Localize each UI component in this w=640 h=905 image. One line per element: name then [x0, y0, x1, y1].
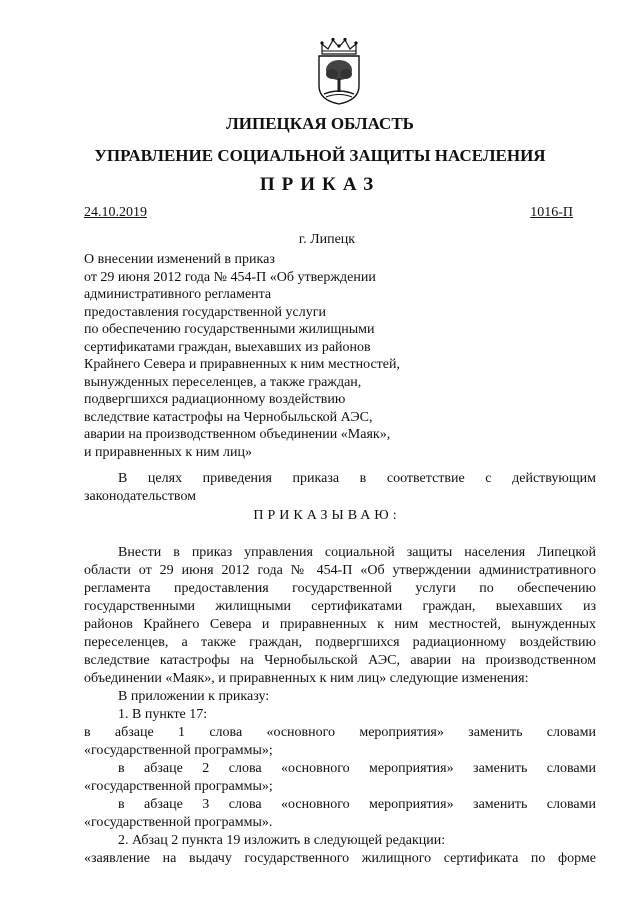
order-word: ПРИКАЗЫВАЮ: [253, 508, 401, 523]
subject-line: административного регламента [84, 287, 272, 302]
body-line: объединении «Маяк», и приравненных к ним лиц» следующие изменения: [84, 671, 529, 686]
document-number: 1016-П [530, 205, 573, 220]
body-line: в абзаце 2 слова «основного мероприятия» заменить словами [118, 761, 596, 776]
subject-line: Крайнего Севера и приравненных к ним местностей, [84, 357, 400, 372]
region-title: ЛИПЕЦКАЯ ОБЛАСТЬ [226, 114, 414, 133]
subject-line: предоставления государственной услуги [84, 304, 326, 320]
department-title: УПРАВЛЕНИЕ СОЦИАЛЬНОЙ ЗАЩИТЫ НАСЕЛЕНИЯ [94, 146, 546, 165]
body-line: «государственной программы»; [84, 743, 273, 758]
preamble-line: законодательством [84, 489, 197, 504]
body-line: регламента предоставления государственной услуги по обеспечению [84, 581, 596, 596]
body-line: «государственной программы»; [84, 779, 273, 794]
body-line: «государственной программы». [84, 815, 273, 830]
subject-line: аварии на производственном объединении «Маяк», [84, 427, 391, 442]
document-city: г. Липецк [298, 232, 356, 247]
body-line: переселенцев, а также граждан, подвергшихся радиационному воздействию [84, 635, 596, 650]
document-date: 24.10.2019 [84, 205, 147, 220]
subject-line: подвергшихся радиационному воздействию [84, 392, 346, 407]
subject-line: по обеспечению государственными жилищными [84, 322, 375, 337]
subject-line: вследствие катастрофы на Чернобыльской АЭС, [84, 409, 373, 425]
subject-line: О внесении изменений в приказ [84, 252, 275, 267]
document-subject [84, 251, 400, 461]
subject-line: и приравненных к ним лиц» [84, 444, 253, 460]
body-line: области от 29 июня 2012 года № 454-П «Об утверждении административного [84, 563, 596, 578]
preamble-line: В целях приведения приказа в соответствие с действующим [118, 471, 596, 486]
body-line: вследствие катастрофы на Чернобыльской АЭС, аварии на производственном [84, 653, 596, 668]
document-type-title: ПРИКАЗ [259, 174, 381, 195]
subject-line: сертификатами граждан, выехавших из районов [84, 339, 371, 355]
subject-line: от 29 июня 2012 года № 454-П «Об утверждении [84, 269, 376, 285]
body-line: районов Крайнего Севера и приравненных к ним местностей, вынужденных [84, 617, 596, 632]
body-line: в абзаце 3 слова «основного мероприятия» заменить словами [118, 797, 596, 812]
body-line: В приложении к приказу: [118, 689, 270, 704]
subject-line: вынужденных переселенцев, а также граждан, [84, 374, 362, 390]
coat-of-arms-icon [314, 36, 364, 106]
body-line: «заявление на выдачу государственного жилищного сертификата по форме [84, 851, 596, 866]
body-line: 1. В пункте 17: [118, 707, 208, 722]
body-line: Внести в приказ управления социальной защиты населения Липецкой [118, 545, 596, 560]
body-line: государственными жилищными сертификатами граждан, выехавших из [84, 599, 596, 614]
body-line: в абзаце 1 слова «основного мероприятия» заменить словами [84, 725, 596, 740]
body-line: 2. Абзац 2 пункта 19 изложить в следующей редакции: [118, 833, 446, 848]
